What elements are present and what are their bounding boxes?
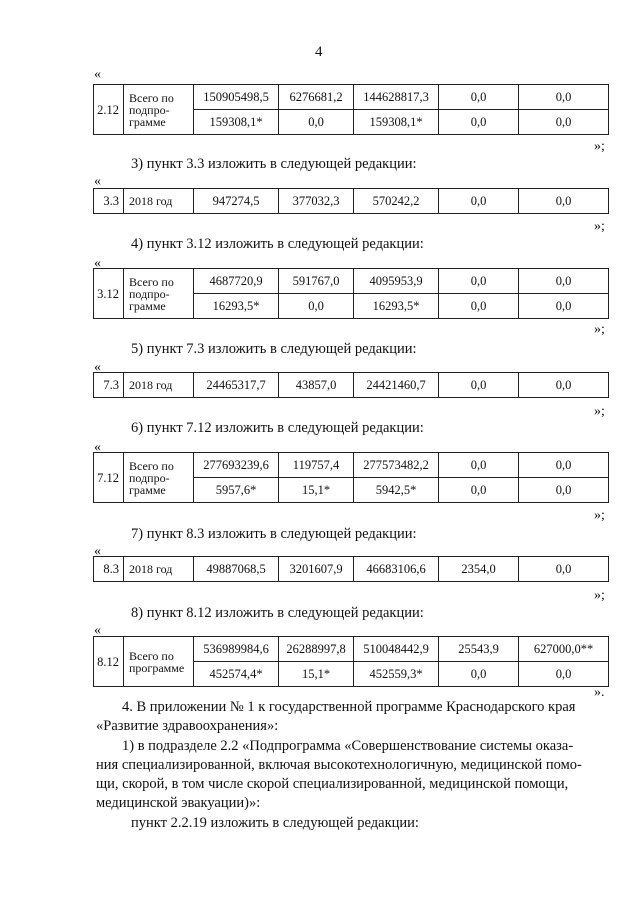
quote-close: »; — [594, 404, 605, 419]
table-cell: 0,0 — [439, 294, 519, 319]
table-cell: 0,0 — [279, 294, 354, 319]
table-cell: 0,0 — [519, 294, 609, 319]
quote-open: « — [94, 623, 101, 638]
quote-close: »; — [594, 508, 605, 523]
table-cell: 24465317,7 — [194, 373, 279, 398]
table-row — [94, 373, 609, 398]
table-row — [94, 453, 609, 478]
table-cell: 0,0 — [439, 269, 519, 294]
row-index: 3.12 — [94, 269, 124, 319]
table-cell: 4687720,9 — [194, 269, 279, 294]
paragraph-line: медицинской эвакуации)»: — [96, 795, 261, 811]
table-cell: 144628817,3 — [354, 85, 439, 110]
quote-open: « — [94, 174, 101, 189]
row-label: 2018 год — [124, 373, 194, 398]
table-cell: 0,0 — [519, 453, 609, 478]
table-cell: 26288997,8 — [279, 637, 354, 662]
table-cell: 25543,9 — [439, 637, 519, 662]
table-cell: 277693239,6 — [194, 453, 279, 478]
table-cell: 15,1* — [279, 662, 354, 687]
table-cell: 0,0 — [519, 189, 609, 214]
table-cell: 16293,5* — [354, 294, 439, 319]
quote-close: »; — [594, 322, 605, 337]
quote-close: »; — [594, 139, 605, 154]
table-cell: 49887068,5 — [194, 557, 279, 582]
table-cell: 591767,0 — [279, 269, 354, 294]
table-cell: 150905498,5 — [194, 85, 279, 110]
table-cell: 570242,2 — [354, 189, 439, 214]
table-cell: 0,0 — [519, 110, 609, 135]
table-cell: 159308,1* — [194, 110, 279, 135]
table-cell: 0,0 — [519, 269, 609, 294]
table-cell: 377032,3 — [279, 189, 354, 214]
table-cell: 2354,0 — [439, 557, 519, 582]
quote-open: « — [94, 440, 101, 455]
table-cell: 0,0 — [519, 662, 609, 687]
table-cell: 6276681,2 — [279, 85, 354, 110]
table-cell: 5942,5* — [354, 478, 439, 503]
row-index: 8.12 — [94, 637, 124, 687]
table-cell: 947274,5 — [194, 189, 279, 214]
table-cell: 3201607,9 — [279, 557, 354, 582]
paragraph-line: пункт 2.2.19 изложить в следующей редакции: — [131, 815, 419, 831]
data-table — [93, 372, 609, 398]
data-table — [93, 556, 609, 582]
table-cell: 0,0 — [519, 85, 609, 110]
row-label: Всего по программе — [124, 637, 194, 687]
instruction-text: 7) пункт 8.3 изложить в следующей редакции: — [131, 526, 417, 542]
table-cell: 277573482,2 — [354, 453, 439, 478]
table-cell: 5957,6* — [194, 478, 279, 503]
table-row — [94, 85, 609, 110]
table-cell: 0,0 — [519, 373, 609, 398]
instruction-text: 4) пункт 3.12 изложить в следующей редакции: — [131, 236, 424, 252]
table-cell: 4095953,9 — [354, 269, 439, 294]
paragraph-line: ния специализированной, включая высокотехнологичную, медицинской помо- — [96, 757, 582, 773]
quote-open: « — [94, 67, 101, 82]
quote-open: « — [94, 360, 101, 375]
table-cell: 627000,0** — [519, 637, 609, 662]
table-cell: 0,0 — [519, 557, 609, 582]
row-index: 3.3 — [94, 189, 124, 214]
table-cell: 15,1* — [279, 478, 354, 503]
table-cell: 452574,4* — [194, 662, 279, 687]
row-index: 2.12 — [94, 85, 124, 135]
table-cell: 452559,3* — [354, 662, 439, 687]
table-row — [94, 637, 609, 662]
table-cell: 0,0 — [439, 373, 519, 398]
data-table — [93, 188, 609, 214]
table-cell: 0,0 — [519, 478, 609, 503]
row-index: 7.12 — [94, 453, 124, 503]
paragraph-line: 4. В приложении № 1 к государственной программе Краснодарского края — [122, 699, 576, 715]
data-table — [93, 268, 609, 319]
quote-close: ». — [594, 685, 605, 700]
row-index: 8.3 — [94, 557, 124, 582]
table-cell: 510048442,9 — [354, 637, 439, 662]
table-cell: 24421460,7 — [354, 373, 439, 398]
quote-open: « — [94, 544, 101, 559]
quote-open: « — [94, 256, 101, 271]
table-cell: 0,0 — [439, 478, 519, 503]
row-index: 7.3 — [94, 373, 124, 398]
row-label: Всего по подпро- грамме — [124, 85, 194, 135]
row-label: 2018 год — [124, 189, 194, 214]
paragraph-line: «Развитие здравоохранения»: — [96, 718, 279, 734]
table-cell: 159308,1* — [354, 110, 439, 135]
table-cell: 0,0 — [439, 453, 519, 478]
paragraph-line: 1) в подразделе 2.2 «Подпрограмма «Совершенствование системы оказа- — [122, 738, 574, 754]
row-label: Всего по подпро- грамме — [124, 269, 194, 319]
quote-close: »; — [594, 588, 605, 603]
instruction-text: 5) пункт 7.3 изложить в следующей редакции: — [131, 341, 417, 357]
table-row — [94, 269, 609, 294]
table-row — [94, 189, 609, 214]
data-table — [93, 84, 609, 135]
table-cell: 0,0 — [439, 662, 519, 687]
table-cell: 46683106,6 — [354, 557, 439, 582]
table-cell: 0,0 — [439, 189, 519, 214]
row-label: Всего по подпро- грамме — [124, 453, 194, 503]
row-label: 2018 год — [124, 557, 194, 582]
page-number: 4 — [315, 44, 323, 60]
table-cell: 0,0 — [279, 110, 354, 135]
table-cell: 16293,5* — [194, 294, 279, 319]
table-cell: 119757,4 — [279, 453, 354, 478]
instruction-text: 6) пункт 7.12 изложить в следующей редакции: — [131, 420, 424, 436]
table-row — [94, 557, 609, 582]
table-cell: 43857,0 — [279, 373, 354, 398]
instruction-text: 3) пункт 3.3 изложить в следующей редакции: — [131, 156, 417, 172]
instruction-text: 8) пункт 8.12 изложить в следующей редакции: — [131, 605, 424, 621]
data-table — [93, 636, 609, 687]
data-table — [93, 452, 609, 503]
table-cell: 536989984,6 — [194, 637, 279, 662]
table-cell: 0,0 — [439, 85, 519, 110]
table-cell: 0,0 — [439, 110, 519, 135]
quote-close: »; — [594, 219, 605, 234]
paragraph-line: щи, скорой, в том числе скорой специализированной, медицинской помощи, — [96, 776, 569, 792]
